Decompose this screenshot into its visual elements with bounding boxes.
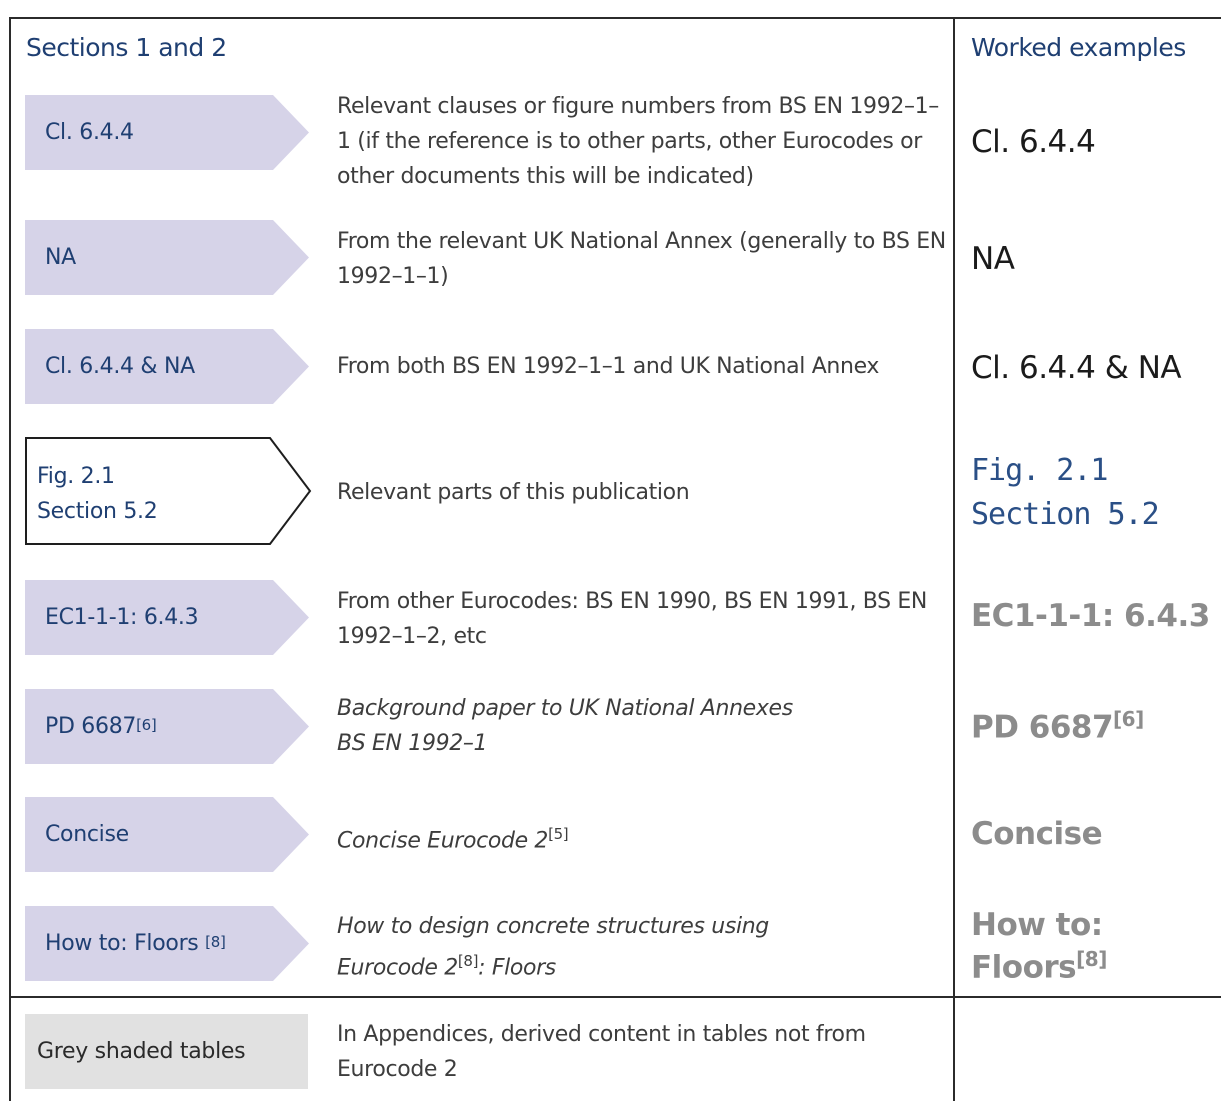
row-label: EC1-1-1: 6.4.3 — [45, 605, 199, 630]
row-label-text: How to: Floors — [45, 931, 206, 956]
row-label-arrow — [25, 689, 309, 764]
row-label-line: Fig. 2.1 — [37, 464, 115, 489]
row-example — [971, 908, 1219, 984]
table-footer-rule — [9, 996, 1221, 998]
row-label — [45, 689, 156, 764]
row-description-text: Eurocode 2 — [337, 955, 458, 981]
row-label-arrow — [25, 95, 309, 170]
row-description-text: Concise Eurocode 2 — [337, 828, 549, 854]
row-description — [337, 817, 947, 858]
row-description-line: How to design concrete structures using — [337, 914, 769, 939]
reference-superscript: [8] — [205, 932, 226, 951]
row-label-arrow — [25, 580, 309, 655]
row-description-line: BS EN 1992–1 — [337, 731, 488, 756]
reference-superscript: [6] — [1113, 707, 1144, 731]
row-description: From both BS EN 1992–1–1 and UK National Annex — [337, 354, 880, 379]
row-label: Cl. 6.4.4 — [45, 120, 134, 145]
row-example: Concise — [971, 816, 1103, 852]
worked-examples-header: Worked examples — [971, 33, 1186, 62]
row-label-text: PD 6687 — [45, 714, 137, 739]
row-example-line: Fig. 2.1 — [971, 453, 1108, 488]
row-example: NA — [971, 241, 1015, 277]
row-example: Cl. 6.4.4 & NA — [971, 350, 1182, 386]
footer-label: Grey shaded tables — [37, 1039, 246, 1064]
row-label-arrow — [25, 220, 309, 295]
row-example-line: How to: — [971, 907, 1103, 943]
reference-superscript: [6] — [136, 715, 157, 734]
footer-description: In Appendices, derived content in tables not from Eurocode 2 — [337, 1022, 866, 1082]
row-example-text: PD 6687 — [971, 709, 1114, 746]
table-top-rule — [9, 17, 1221, 19]
row-example-line: Section 5.2 — [971, 497, 1159, 532]
row-description: Relevant clauses or figure numbers from BS EN 1992–1–1 (if the reference is to other parts, other Eurocodes or other documents this will be indicated) — [337, 94, 939, 189]
row-description: From other Eurocodes: BS EN 1990, BS EN 1991, BS EN 1992–1–2, etc — [337, 589, 928, 649]
row-description — [337, 691, 947, 761]
reference-superscript: [8] — [457, 952, 479, 970]
row-label-arrow — [25, 797, 309, 872]
row-label — [37, 459, 157, 529]
row-example: EC1-1-1: 6.4.3 — [971, 598, 1210, 634]
row-label-arrow — [25, 329, 309, 404]
row-example — [971, 707, 1219, 745]
row-example: Cl. 6.4.4 — [971, 124, 1096, 160]
row-example — [971, 449, 1219, 537]
row-label — [45, 906, 226, 981]
grey-shaded-tables-swatch — [25, 1014, 308, 1089]
row-label-line: Section 5.2 — [37, 499, 158, 524]
row-label: Cl. 6.4.4 & NA — [45, 354, 195, 379]
table-column-divider — [953, 17, 955, 1101]
reference-superscript: [5] — [548, 825, 569, 843]
row-description: From the relevant UK National Annex (generally to BS EN 1992–1–1) — [337, 229, 946, 289]
row-description-line: Background paper to UK National Annexes — [337, 696, 793, 721]
reference-superscript: [8] — [1076, 947, 1107, 971]
row-example-text: Floors — [971, 949, 1077, 986]
row-example-line — [971, 942, 1219, 984]
row-description: Relevant parts of this publication — [337, 480, 690, 505]
row-label: Concise — [45, 822, 129, 847]
sections-header: Sections 1 and 2 — [26, 33, 227, 62]
table-left-rule — [9, 17, 11, 1101]
row-label-arrow — [25, 906, 309, 981]
row-description — [337, 909, 947, 985]
row-description-line — [337, 944, 947, 985]
row-label: NA — [45, 245, 76, 270]
row-description-text: : Floors — [478, 955, 556, 981]
row-label-arrow-outlined — [25, 437, 312, 545]
